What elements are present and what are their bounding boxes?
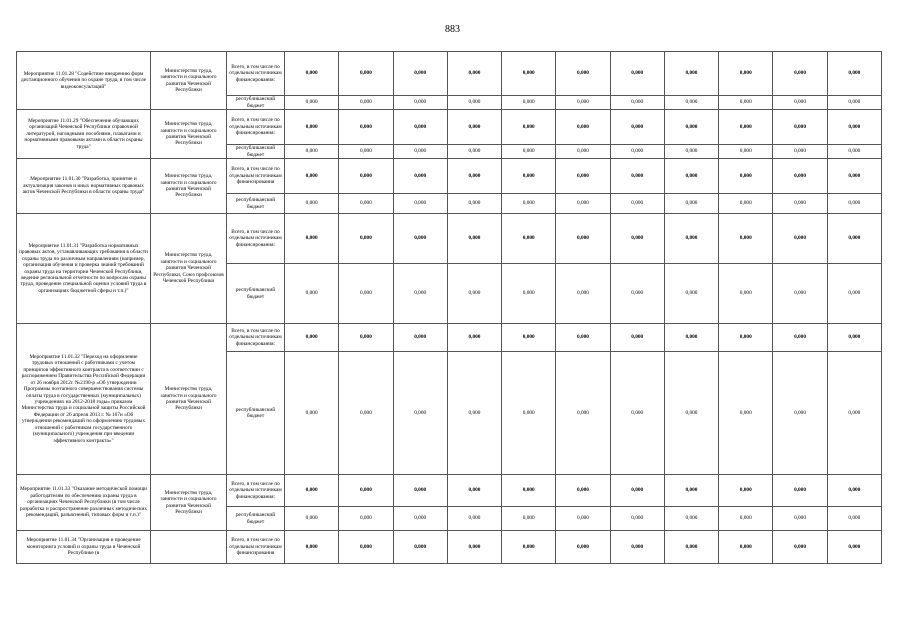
total-value: 0,000 [719,214,773,264]
measure-name: Мероприятие 11.01.28 "Содействие внедрению форм дистанционного обучения по охране труда, в том числе видеоконсультаций" [17,52,151,110]
total-value: 0,000 [827,110,881,145]
source-value: 0,000 [447,352,501,475]
total-value: 0,000 [502,531,556,564]
total-value: 0,000 [773,324,827,352]
source-value: 0,000 [447,96,501,110]
source-value: 0,000 [610,145,664,159]
source-value: 0,000 [502,352,556,475]
measure-name: Мероприятие 11.01.31 "Разработка нормативных правовых актов, устанавливающих требования в области охраны труда по различным направлениям (например, организация обучения и проверка знаний требований охраны труда на территории Чеченской Республики, ведение региональной отчетности по вопросам охраны труда, проведение специальной оценки условий труда в организациях бюджетной сферы и т.п.)" [17,214,151,324]
total-value: 0,000 [502,214,556,264]
source-value: 0,000 [393,507,447,531]
total-value: 0,000 [719,324,773,352]
total-value: 0,000 [339,52,393,96]
total-value: 0,000 [664,52,718,96]
source-value: 0,000 [827,264,881,324]
source-value: 0,000 [447,507,501,531]
total-value: 0,000 [827,159,881,194]
source-value: 0,000 [773,145,827,159]
source-value: 0,000 [447,264,501,324]
total-value: 0,000 [285,52,339,96]
source-value: 0,000 [773,96,827,110]
total-value: 0,000 [556,214,610,264]
total-value: 0,000 [285,159,339,194]
total-value: 0,000 [610,475,664,507]
source-value: 0,000 [502,507,556,531]
budget-table [16,51,882,564]
funding-type-source: республиканский бюджет [227,507,285,531]
source-value: 0,000 [447,145,501,159]
source-value: 0,000 [447,194,501,214]
total-value: 0,000 [773,531,827,564]
total-value: 0,000 [773,475,827,507]
total-value: 0,000 [664,159,718,194]
source-value: 0,000 [719,352,773,475]
funding-type-source: республиканский бюджет [227,352,285,475]
measure-name: Мероприятие 11.01.32 "Переход на оформление трудовых отношений с работниками с учетом принципов эффективного контракта в соответствии с распоряжением Правительства Российской Федерации от 26 ноября 2012г. №2190-р «Об утверждении Программы поэтапного совершенствования системы оплаты труда в государственных (муниципальных) учреждениях на 2012-2018 годы» приказом Министерства труда и социальной защиты Российской Федерации от 26 апреля 2013 г. № 167н «Об утверждении рекомендаций по оформлению трудовых отношений с работником государственного (муниципального) учреждения при введении эффективного контракта»" [17,324,151,475]
total-value: 0,000 [393,475,447,507]
source-value: 0,000 [610,352,664,475]
source-value: 0,000 [556,264,610,324]
total-value: 0,000 [447,475,501,507]
total-value: 0,000 [285,110,339,145]
funding-type-source: республиканский бюджет [227,145,285,159]
executor-name: Министерство труда, занятости и социального развития Чеченской Республики, Союз профсоюзов Чеченской Республики [151,214,227,324]
funding-type-total: Всего, в том числе по отдельным источникам финансирования [227,159,285,194]
source-value: 0,000 [827,507,881,531]
total-value: 0,000 [393,159,447,194]
source-value: 0,000 [556,352,610,475]
total-value: 0,000 [719,110,773,145]
measure-row [17,110,882,145]
source-value: 0,000 [393,352,447,475]
source-value: 0,000 [339,145,393,159]
measure-row [17,475,882,507]
source-value: 0,000 [827,145,881,159]
source-value: 0,000 [664,145,718,159]
total-value: 0,000 [610,324,664,352]
source-value: 0,000 [664,264,718,324]
total-value: 0,000 [556,110,610,145]
source-value: 0,000 [339,507,393,531]
measure-row [17,159,882,194]
executor-name [151,531,227,564]
measure-name: Мероприятие 11.01.33 "Оказание методической помощи работодателям по обеспечению охраны труда в организациях Чеченской Республики (в том числе разработка и распространение различных методических рекомендаций, разъяснений, типовых форм и т.п.)" [17,475,151,531]
source-value: 0,000 [339,264,393,324]
measure-name: Мероприятие 11.01.30 "Разработка, принятие и актуализация законов и иных нормативных правовых актов Чеченской Республики в области охраны труда" [17,159,151,214]
total-value: 0,000 [773,110,827,145]
source-value: 0,000 [827,96,881,110]
source-value: 0,000 [285,96,339,110]
source-value: 0,000 [502,145,556,159]
source-value: 0,000 [393,194,447,214]
total-value: 0,000 [664,475,718,507]
funding-type-total: Всего, в том числе по отдельным источникам финансирования [227,531,285,564]
measure-row [17,531,882,564]
total-value: 0,000 [393,52,447,96]
source-value: 0,000 [502,96,556,110]
executor-name: Министерство труда, занятости и социального развития Чеченской Республики [151,52,227,110]
total-value: 0,000 [719,475,773,507]
source-value: 0,000 [285,352,339,475]
source-value: 0,000 [610,96,664,110]
total-value: 0,000 [827,475,881,507]
total-value: 0,000 [827,324,881,352]
measure-name: Мероприятие 11.01.29 "Обеспечение обучающих организаций Чеченской Республики справочной литературой, наглядными пособиями, плакатами и нормативными правовыми актами в области охраны труда" [17,110,151,159]
total-value: 0,000 [556,475,610,507]
total-value: 0,000 [610,214,664,264]
total-value: 0,000 [664,214,718,264]
source-value: 0,000 [556,145,610,159]
total-value: 0,000 [393,324,447,352]
funding-type-total: Всего, в том числе по отдельным источникам финансирования: [227,475,285,507]
source-value: 0,000 [719,264,773,324]
total-value: 0,000 [502,324,556,352]
total-value: 0,000 [719,52,773,96]
executor-name: Министерство труда, занятости и социального развития Чеченской Республики [151,324,227,475]
total-value: 0,000 [393,214,447,264]
source-value: 0,000 [502,194,556,214]
source-value: 0,000 [719,194,773,214]
source-value: 0,000 [285,194,339,214]
source-value: 0,000 [664,194,718,214]
source-value: 0,000 [827,352,881,475]
total-value: 0,000 [339,324,393,352]
source-value: 0,000 [393,96,447,110]
executor-name: Министерство труда, занятости и социального развития Чеченской Республики [151,475,227,531]
total-value: 0,000 [556,531,610,564]
total-value: 0,000 [556,324,610,352]
source-value: 0,000 [393,145,447,159]
total-value: 0,000 [339,110,393,145]
measure-name: Мероприятие 11.01.34 "Организация и проведение мониторинга условий и охраны труда в Чеченской Республике (в [17,531,151,564]
measure-row [17,214,882,264]
total-value: 0,000 [339,475,393,507]
measure-row [17,52,882,96]
funding-type-total: Всего, в том числе по отдельным источникам финансирования: [227,324,285,352]
measure-row [17,324,882,352]
source-value: 0,000 [719,145,773,159]
page-number: 883 [445,24,460,35]
funding-type-total: Всего, в том числе по отдельным источникам финансирования: [227,52,285,96]
source-value: 0,000 [556,507,610,531]
total-value: 0,000 [447,110,501,145]
source-value: 0,000 [664,96,718,110]
total-value: 0,000 [447,52,501,96]
executor-name: Министерство труда, занятости и социального развития Чеченской Республики [151,159,227,214]
total-value: 0,000 [447,531,501,564]
source-value: 0,000 [610,264,664,324]
source-value: 0,000 [339,96,393,110]
source-value: 0,000 [339,194,393,214]
total-value: 0,000 [447,214,501,264]
executor-name: Министерство труда, занятости и социального развития Чеченской Республики [151,110,227,159]
total-value: 0,000 [773,159,827,194]
source-value: 0,000 [556,96,610,110]
source-value: 0,000 [393,264,447,324]
source-value: 0,000 [610,194,664,214]
total-value: 0,000 [393,110,447,145]
source-value: 0,000 [773,507,827,531]
total-value: 0,000 [610,531,664,564]
source-value: 0,000 [664,507,718,531]
source-value: 0,000 [285,264,339,324]
total-value: 0,000 [447,159,501,194]
source-value: 0,000 [664,352,718,475]
funding-type-source: республиканский бюджет [227,194,285,214]
total-value: 0,000 [339,159,393,194]
total-value: 0,000 [393,531,447,564]
total-value: 0,000 [610,159,664,194]
source-value: 0,000 [610,507,664,531]
source-value: 0,000 [827,194,881,214]
source-value: 0,000 [773,264,827,324]
source-value: 0,000 [502,264,556,324]
total-value: 0,000 [285,324,339,352]
total-value: 0,000 [502,110,556,145]
source-value: 0,000 [339,352,393,475]
source-value: 0,000 [285,507,339,531]
total-value: 0,000 [502,52,556,96]
total-value: 0,000 [502,475,556,507]
total-value: 0,000 [719,159,773,194]
total-value: 0,000 [827,531,881,564]
source-value: 0,000 [773,194,827,214]
total-value: 0,000 [773,214,827,264]
source-value: 0,000 [719,96,773,110]
total-value: 0,000 [447,324,501,352]
funding-type-total: Всего, в том числе по отдельным источникам финансирования: [227,214,285,264]
total-value: 0,000 [285,475,339,507]
source-value: 0,000 [719,507,773,531]
total-value: 0,000 [285,214,339,264]
total-value: 0,000 [719,531,773,564]
total-value: 0,000 [610,52,664,96]
total-value: 0,000 [339,214,393,264]
total-value: 0,000 [285,531,339,564]
total-value: 0,000 [339,531,393,564]
total-value: 0,000 [664,110,718,145]
source-value: 0,000 [556,194,610,214]
total-value: 0,000 [827,52,881,96]
source-value: 0,000 [773,352,827,475]
funding-type-source: республиканский бюджет [227,96,285,110]
total-value: 0,000 [556,159,610,194]
total-value: 0,000 [610,110,664,145]
total-value: 0,000 [827,214,881,264]
total-value: 0,000 [773,52,827,96]
total-value: 0,000 [556,52,610,96]
total-value: 0,000 [502,159,556,194]
total-value: 0,000 [664,531,718,564]
total-value: 0,000 [664,324,718,352]
source-value: 0,000 [285,145,339,159]
funding-type-source: республиканский бюджет [227,264,285,324]
funding-type-total: Всего, в том числе по отдельным источникам финансирования: [227,110,285,145]
